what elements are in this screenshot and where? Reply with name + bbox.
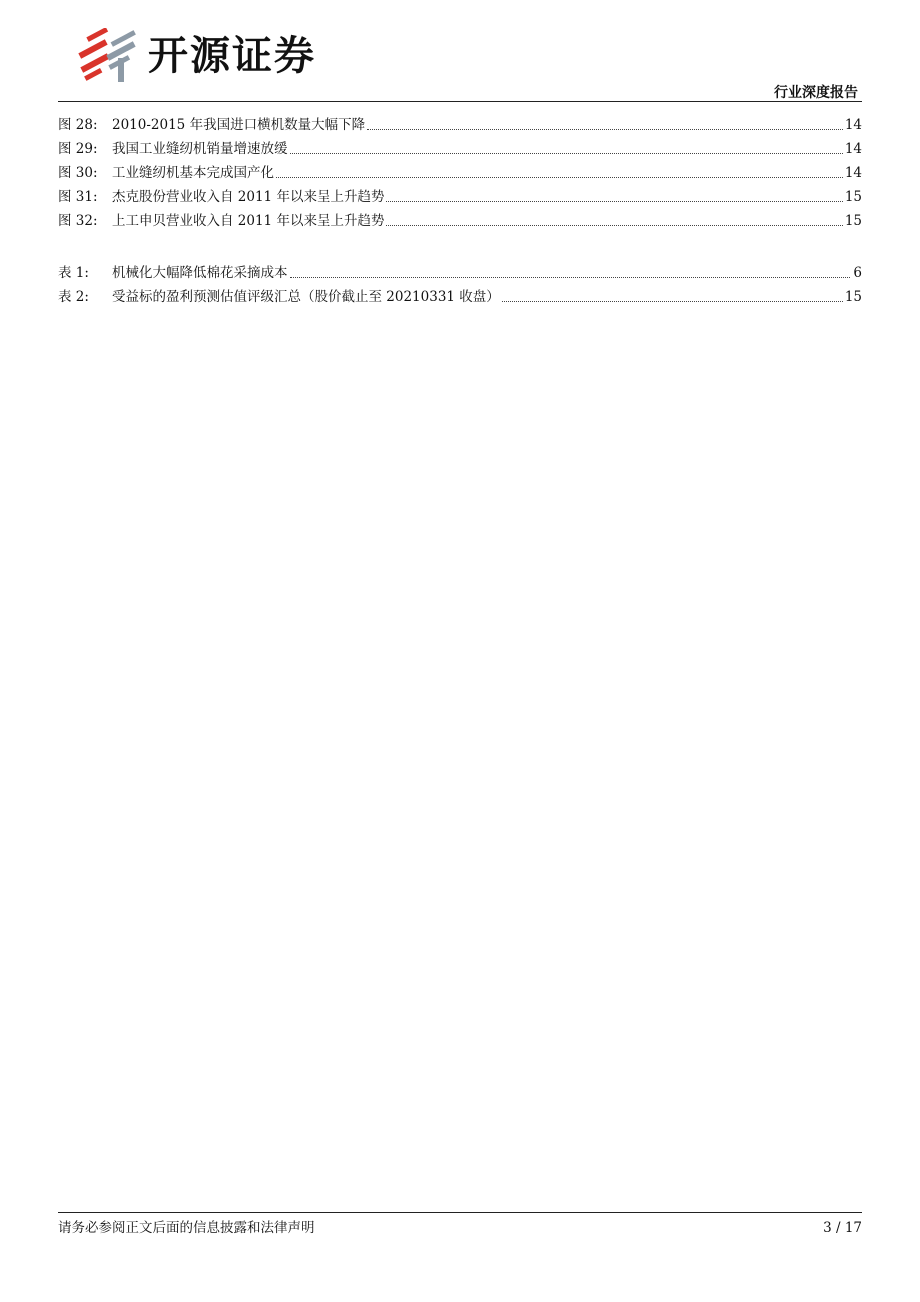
kaiyuan-logo-icon [76, 28, 140, 84]
toc-leader-dots [367, 128, 843, 130]
toc-entry-label: 图 32: [58, 213, 98, 229]
toc-entry-page: 14 [844, 141, 862, 157]
toc-entry-title: 上工申贝营业收入自 2011 年以来呈上升趋势 [112, 213, 385, 229]
company-logo [76, 28, 346, 88]
toc-entry-page: 14 [844, 165, 862, 181]
toc-entry-page: 15 [844, 289, 862, 305]
toc-entry-label: 图 31: [58, 189, 98, 205]
toc-leader-dots [386, 200, 842, 202]
toc-entry-figure-28[interactable] [58, 113, 862, 137]
report-type-label: 行业深度报告 [774, 85, 858, 101]
footer-divider [58, 1212, 862, 1213]
toc-entry-label: 图 29: [58, 141, 98, 157]
toc-leader-dots [276, 176, 843, 178]
toc-entry-title: 杰克股份营业收入自 2011 年以来呈上升趋势 [112, 189, 385, 205]
table-index [58, 261, 862, 309]
toc-entry-label: 图 30: [58, 165, 98, 181]
toc-leader-dots [290, 152, 843, 154]
logo-wordmark: 开源证券 [148, 33, 316, 79]
toc-entry-figure-30[interactable] [58, 161, 862, 185]
toc-entry-figure-29[interactable] [58, 137, 862, 161]
toc-entry-label: 图 28: [58, 117, 98, 133]
toc-entry-table-1[interactable] [58, 261, 862, 285]
toc-entry-page: 14 [844, 117, 862, 133]
toc-entry-title: 受益标的盈利预测估值评级汇总（股价截止至 20210331 收盘） [112, 289, 500, 305]
figure-index [58, 113, 862, 233]
toc-entry-page: 15 [844, 213, 862, 229]
toc-entry-label: 表 1: [58, 265, 89, 281]
toc-entry-title: 工业缝纫机基本完成国产化 [112, 165, 274, 181]
toc-entry-figure-31[interactable] [58, 185, 862, 209]
page-header [58, 22, 862, 102]
toc-leader-dots [502, 300, 843, 302]
toc-leader-dots [290, 276, 851, 278]
toc-entry-figure-32[interactable] [58, 209, 862, 233]
toc-entry-page: 6 [853, 265, 862, 281]
toc-entry-page: 15 [844, 189, 862, 205]
toc-entry-title: 2010-2015 年我国进口横机数量大幅下降 [112, 117, 366, 133]
toc-leader-dots [386, 224, 842, 226]
toc-entry-title: 我国工业缝纫机销量增速放缓 [112, 141, 288, 157]
toc-entry-title: 机械化大幅降低棉花采摘成本 [112, 265, 288, 281]
footer-disclaimer: 请务必参阅正文后面的信息披露和法律声明 [58, 1220, 315, 1236]
header-divider [58, 101, 862, 102]
toc-entry-table-2[interactable] [58, 285, 862, 309]
page-number: 3 / 17 [823, 1220, 862, 1236]
toc-entry-label: 表 2: [58, 289, 89, 305]
